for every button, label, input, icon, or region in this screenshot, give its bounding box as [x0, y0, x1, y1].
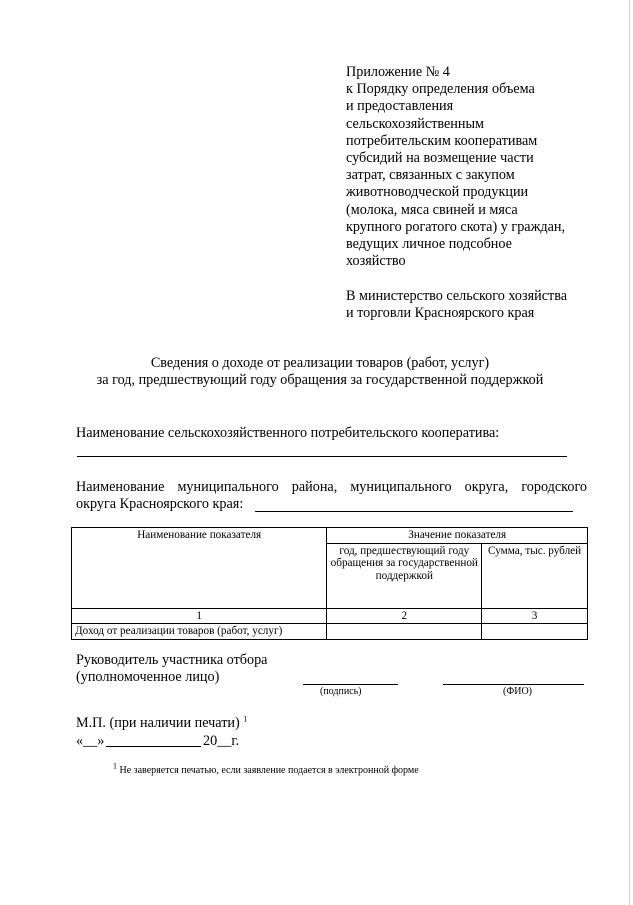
stamp-label [76, 715, 247, 732]
appendix-line: Приложение № 4 [346, 64, 450, 80]
scan-edge [629, 0, 630, 905]
appendix-line: и предоставления [346, 98, 454, 115]
income-table [71, 527, 588, 640]
full-name-field[interactable] [443, 684, 584, 685]
col-number-3: 3 [482, 608, 588, 624]
stamp-text: М.П. (при наличии печати) [76, 715, 240, 731]
appendix-line: ведущих личное подсобное [346, 236, 512, 253]
date-year: 20__г. [203, 733, 240, 749]
appendix-line: затрат, связанных с закупом [346, 167, 515, 184]
signature-field[interactable] [303, 684, 398, 685]
cell-income-amount[interactable] [482, 624, 588, 640]
signature-caption: (подпись) [320, 686, 362, 697]
col-header-previous-year: год, предшествующий году обращения за государственной поддержкой [327, 543, 482, 608]
date-day: «__» [76, 733, 105, 749]
title-line-1: Сведения о доходе от реализации товаров (работ, услуг) [150, 355, 490, 371]
date-line [76, 733, 104, 750]
appendix-line: животноводческой продукции [346, 184, 529, 201]
col-header-indicator: Наименование показателя [72, 528, 327, 609]
municipality-label-line-2: округа Красноярского края: [76, 496, 244, 512]
municipality-label-line-1: Наименование муниципального района, муниципального округа, городского [76, 479, 587, 495]
footnote [113, 761, 419, 777]
full-name-caption: (ФИО) [503, 686, 533, 697]
signatory-label-line-1: Руководитель участника отбора [76, 652, 268, 668]
col-number-1: 1 [72, 608, 327, 624]
addressee-block [346, 288, 616, 322]
appendix-block [346, 64, 616, 270]
date-month-field[interactable] [106, 746, 201, 747]
row-label-income: Доход от реализации товаров (работ, услуг) [72, 624, 327, 640]
title-line-2: за год, предшествующий году обращения за государственной поддержкой [96, 372, 544, 388]
appendix-line: субсидий на возмещение части [346, 150, 534, 167]
appendix-line: крупного рогатого скота) у граждан, [346, 218, 566, 235]
appendix-line: потребительским кооперативам [346, 132, 538, 149]
municipality-name-field[interactable] [255, 511, 573, 512]
addressee-line-1: В министерство сельского хозяйства [346, 288, 568, 304]
appendix-line: (молока, мяса свиней и мяса [346, 201, 518, 218]
addressee-line-2: и торговли Красноярского края [346, 305, 535, 322]
appendix-line: к Порядку определения объема [346, 81, 535, 98]
footnote-mark: 1 [113, 761, 117, 771]
appendix-line: хозяйство [346, 253, 406, 270]
cooperative-label: Наименование сельскохозяйственного потребительского кооператива: [76, 425, 500, 441]
col-header-amount: Сумма, тыс. рублей [482, 543, 588, 608]
appendix-line: сельскохозяйственным [346, 115, 485, 132]
footnote-text: Не заверяется печатью, если заявление подается в электронной форме [119, 765, 419, 776]
cell-income-year[interactable] [327, 624, 482, 640]
col-header-value-group: Значение показателя [327, 528, 588, 544]
stamp-footnote-mark: 1 [243, 714, 248, 724]
cooperative-name-field[interactable] [77, 456, 567, 457]
document-title [40, 355, 600, 389]
signatory-label-line-2: (уполномоченное лицо) [76, 669, 220, 685]
col-number-2: 2 [327, 608, 482, 624]
